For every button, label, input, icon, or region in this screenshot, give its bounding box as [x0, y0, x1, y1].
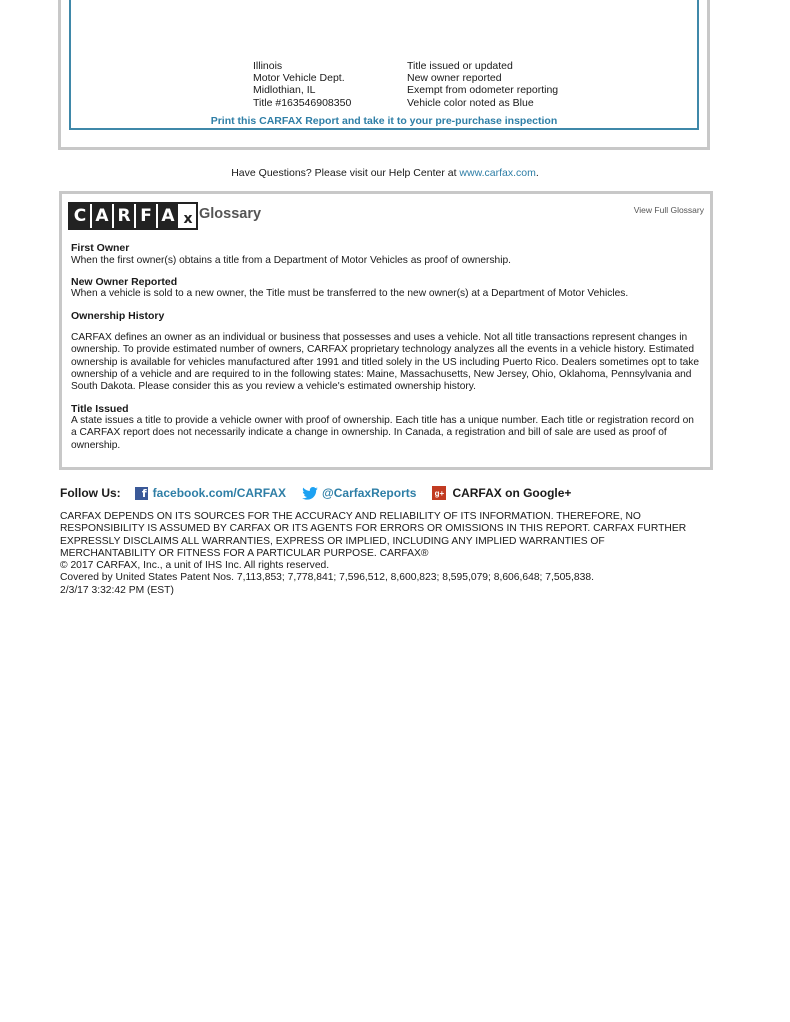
logo-letter: C: [70, 204, 92, 228]
location-line: Title #163546908350: [253, 96, 352, 109]
legal-disclaimer: [60, 511, 700, 597]
facebook-icon: f: [135, 487, 148, 500]
help-line: [0, 167, 770, 179]
glossary-entries: [71, 242, 701, 461]
carfax-logo: [68, 202, 198, 230]
google-plus-link[interactable]: [432, 486, 571, 500]
help-text: Have Questions? Please visit our Help Center at: [231, 167, 460, 179]
event-line: Exempt from odometer reporting: [407, 84, 559, 97]
copyright-line: © 2017 CARFAX, Inc., a unit of IHS Inc. All rights reserved.: [60, 560, 330, 572]
help-suffix: .: [535, 167, 539, 179]
logo-letter: F: [136, 204, 158, 228]
glossary-term: Title Issued: [71, 402, 129, 415]
glossary-definition: A state issues a title to provide a vehicle owner with proof of ownership. Each title has a unique number. Each title or registration record on a CARFAX report does not necessarily indicate a change in ownership. In Canada, a registration and bill of sale are used as proof of ownership.: [71, 415, 694, 451]
timestamp: 2/3/17 3:32:42 PM (EST): [60, 584, 174, 596]
follow-us-bar: [60, 486, 587, 500]
logo-letter: A: [92, 204, 114, 228]
facebook-link-text: facebook.com/CARFAX: [152, 486, 287, 500]
google-plus-icon: g+: [432, 486, 446, 500]
disclaimer-text: CARFAX DEPENDS ON ITS SOURCES FOR THE ACCURACY AND RELIABILITY OF ITS INFORMATION. THEREFORE, NO RESPONSIBILITY IS ASSUMED BY CARFAX OR ITS AGENTS FOR ERRORS OR OMISSIONS IN THIS REPORT. CARFAX FURTHER EXPRESSLY DISCLAIMS ALL WARRANTIES, EXPRESS OR IMPLIED, INCLUDING ANY IMPLIED WARRANTIES OF MERCHANTABILITY OR FITNESS FOR A PARTICULAR PURPOSE. CARFAX®: [60, 511, 687, 559]
glossary-term: Ownership History: [71, 309, 165, 322]
glossary-definition: When the first owner(s) obtains a title from a Department of Motor Vehicles as proof of ownership.: [71, 254, 511, 266]
twitter-link[interactable]: [302, 486, 416, 500]
logo-letter: A: [158, 204, 180, 228]
help-center-link[interactable]: www.carfax.com: [459, 167, 536, 179]
facebook-link[interactable]: [135, 486, 286, 500]
logo-letter: R: [114, 204, 136, 228]
history-events: [407, 60, 558, 109]
location-line: Midlothian, IL: [253, 84, 316, 97]
logo-letter: x: [180, 204, 196, 228]
glossary-term: New Owner Reported: [71, 275, 178, 288]
glossary-definition: When a vehicle is sold to a new owner, the Title must be transferred to the new owner(s) at a Department of Motor Vehicles.: [71, 288, 629, 300]
twitter-link-text: @CarfaxReports: [322, 486, 417, 500]
event-line: New owner reported: [407, 72, 502, 85]
event-line: Title issued or updated: [407, 60, 513, 72]
glossary-term: First Owner: [71, 242, 130, 254]
history-box: [58, 0, 710, 150]
location-line: Motor Vehicle Dept.: [253, 72, 345, 85]
print-report-link[interactable]: Print this CARFAX Report and take it to your pre-purchase inspection: [210, 115, 558, 127]
glossary-title: Glossary: [199, 206, 262, 222]
event-line: Vehicle color noted as Blue: [407, 96, 534, 109]
history-inner-frame: [69, 0, 699, 130]
follow-us-label: Follow Us:: [60, 486, 121, 500]
twitter-icon: [302, 487, 318, 500]
google-plus-link-text: CARFAX on Google+: [452, 486, 572, 500]
history-location: [253, 60, 351, 109]
glossary-definition: CARFAX defines an owner as an individual or business that possesses and uses a vehicle. Not all title transactions represent changes in ownership. To provide estimated number of owners, CARFAX proprietary technology analyzes all the events in a vehicle history. Estimated ownership is available for vehicles manufactured after 1991 and titled solely in the US including Puerto Rico. Dealers sometimes opt to take ownership of a vehicle and are required to in the following states: Maine, Massachusetts, New Jersey, Ohio, Oklahoma, Pennsylvania and South Dakota. Please consider this as you review a vehicle's estimated ownership history.: [71, 332, 699, 393]
patents-line: Covered by United States Patent Nos. 7,113,853; 7,778,841; 7,596,512, 8,600,823; 8,595,079; 8,606,648; 7,505,838.: [60, 572, 594, 584]
view-full-glossary-link[interactable]: View Full Glossary: [633, 205, 704, 215]
location-line: Illinois: [253, 60, 283, 72]
glossary-box: [59, 191, 713, 470]
